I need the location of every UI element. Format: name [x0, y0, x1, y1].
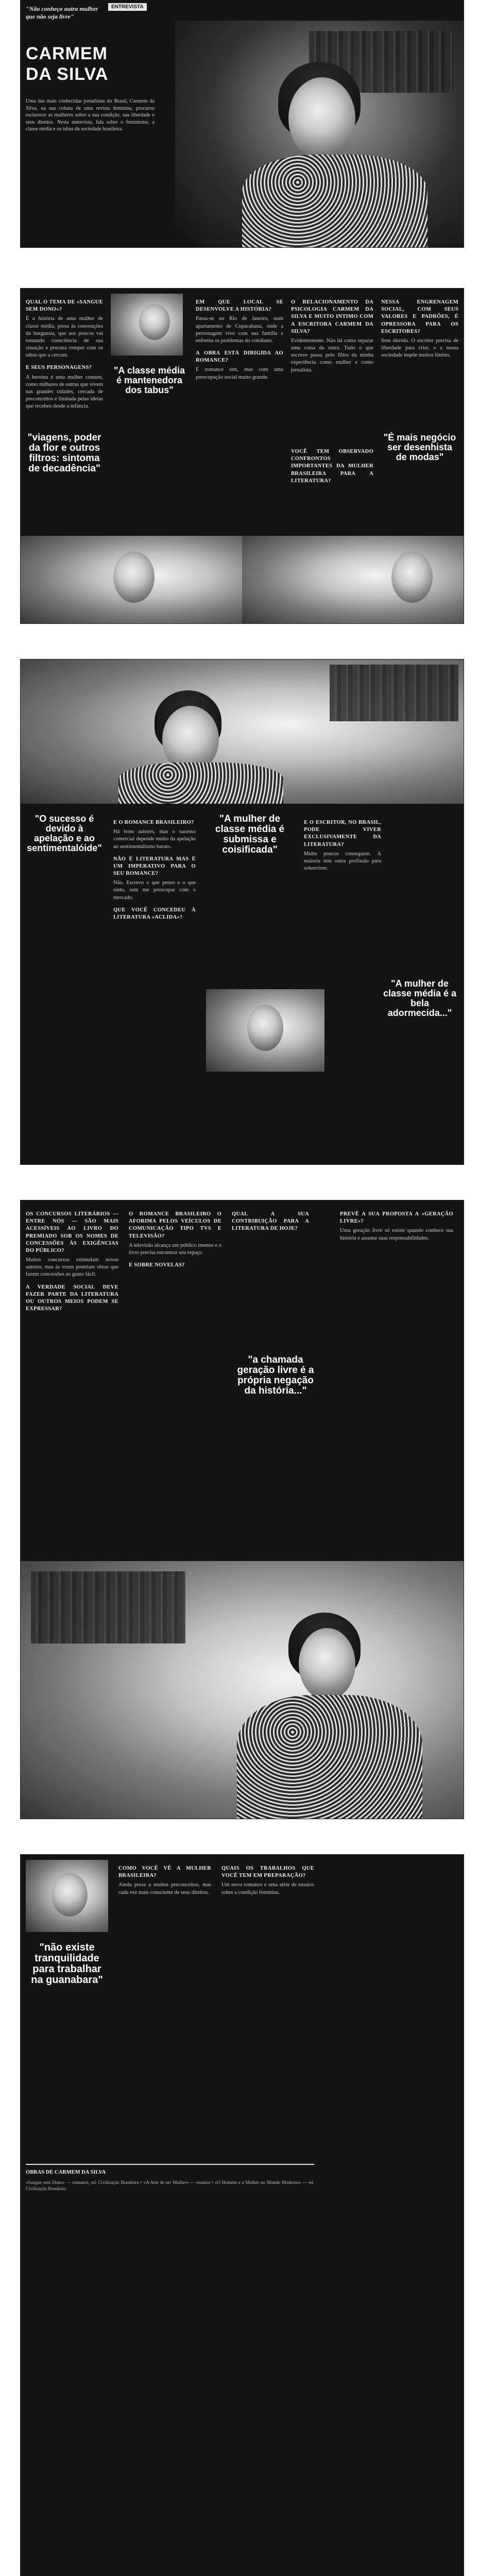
col-c	[291, 294, 373, 374]
pull-quote: "A mulher de classe média é submissa e coisificada"	[215, 814, 285, 855]
col-d	[340, 1206, 453, 1242]
question: A OBRA ESTÁ DIRIGIDA AO ROMANCE?	[196, 350, 283, 364]
answer: É a história de uma mulher de classe média, presa às convenções da burguesia, que aos poucos vai tomando consciência de sua situação e procura romper com os tabus que a cercam.	[26, 316, 103, 359]
answer: Passa-se no Rio de Janeiro, num apartamento de Copacabana, onde a personagem vive com sua família e enfrenta os problemas do cotidiano.	[196, 316, 283, 344]
portrait-face	[288, 77, 355, 160]
question: O ROMANCE BRASILEIRO O AFORIMA PELOS VEÍCULOS DE COMUNICAÇÃO TIPO TVS E TELEVISÃO?	[129, 1211, 221, 1239]
cover-kicker: "Não conheço outra mulher que não seja livre"	[26, 5, 98, 20]
pull-quote: "viagens, poder da flor e outros filtros: sintoma de decadência"	[27, 432, 101, 474]
bookshelf-image	[330, 665, 458, 721]
question: QUAIS OS TRABALHOS QUE VOCÊ TEM EM PREPARAÇÃO?	[221, 1866, 314, 1879]
question: E SEUS PERSONAGENS?	[26, 365, 92, 371]
question: VOCÊ TEM OBSERVADO CONFRONTOS IMPORTANTES DA MULHER BRASILEIRA PARA A LITERATURA?	[291, 449, 373, 484]
portrait-dress	[237, 1695, 422, 1819]
question: QUAL O TEMA DE «SANGUE SEM DONO»?	[26, 299, 103, 313]
section-badge: ENTREVISTA	[108, 3, 147, 11]
question: OS CONCURSOS LITERÁRIOS — ENTRE NÓS — SÃO MAIS ACESSÍVEIS AO LIVRO DO PREMIADO SOB OS NOMES DE CONCESSÕES ÀS EXIGÊNCIAS DO PÚBLICO?	[26, 1211, 118, 1253]
spread-interview-3	[21, 1200, 464, 1819]
pull-quote: "não existe tranquilidade para trabalhar na guanabara"	[31, 1942, 103, 1986]
answer: Um novo romance e uma série de ensaios sobre a condição feminina.	[221, 1882, 314, 1895]
portrait-face	[139, 304, 170, 340]
portrait-face	[52, 1873, 88, 1917]
col-c	[232, 1206, 309, 1235]
answer: A televisão alcança um público imenso e o livro precisa encontrar seu espaço.	[129, 1242, 221, 1256]
col-b	[304, 814, 381, 872]
answer: A heroína é uma mulher comum, como milhares de outras que vivem nas grandes cidades, cercada de preconceitos e limitada pelas ideias que recebeu desde a infância.	[26, 374, 103, 410]
cover-intro: Uma das mais conhecidas jornalistas do Brasil, Carmem da Silva, na sua coluna de uma revista feminina, procurou esclarecer as mulheres sobre a sua condição, sua liberdade e seus direitos. Nesta entrevista, fala sobre o feminismo, a classe média e os tabus da sociedade brasileira.	[26, 98, 155, 132]
question: E O ESCRITOR, NO BRASIL, PODE VIVER EXCLUSIVAMENTE DA LITERATURA?	[304, 820, 381, 848]
col-a	[113, 814, 196, 923]
answer: Muito poucos conseguem. A maioria tem outra profissão para sobreviver.	[304, 851, 381, 872]
question: NÃO É LITERATURA MAS É UM IMPERATIVO PARA O SEU ROMANCE?	[113, 856, 196, 877]
col-a	[118, 1860, 211, 1896]
answer: Uma geração livre só existe quando conhece sua história e assume suas responsabilidades.	[340, 1228, 453, 1241]
portrait-face	[247, 1005, 283, 1051]
spread-cover	[21, 0, 464, 247]
question: E O ROMANCE BRASILEIRO?	[113, 820, 194, 825]
portrait-dress	[242, 155, 427, 247]
col-a	[26, 294, 103, 410]
question: PREVÊ A SUA PROPOSTA A «GERAÇÃO LIVRE»?	[340, 1211, 453, 1225]
question: NESSA ENGRENAGEM SOCIAL, COM SEUS VALORES E PADRÕES, É OPRESSORA PARA OS ESCRITORES?	[381, 299, 458, 334]
question: E SOBRE NOVELAS?	[129, 1262, 185, 1268]
spread-interview-1	[21, 289, 464, 623]
portrait-face	[391, 551, 433, 603]
works-list: «Sangue sem Dono» — romance, ed. Civilização Brasileira • «A Arte de ser Mulher» — ensaios • «O Homem e a Mulher no Mundo Moderno» — ed. Civilização Brasileira	[26, 2180, 314, 2192]
bookshelf-image	[31, 1571, 185, 1643]
cover-title-line1: CARMEM	[26, 44, 108, 63]
portrait-face	[113, 551, 155, 603]
answer: Há bons autores, mas o sucesso comercial depende muito da apelação ao sentimentalismo barato.	[113, 829, 196, 850]
pull-quote: "A mulher de classe média é a bela adormecida..."	[383, 978, 457, 1018]
pull-quote: "O sucesso é devido à apelação e ao sentimentalóide"	[27, 814, 102, 853]
pull-quote: "É mais negócio ser desenhista de modas"	[383, 432, 456, 462]
col-a	[26, 1206, 118, 1315]
spread-interview-4	[21, 1855, 464, 2576]
answer: Muitos concursos estimulam novos autores, mas às vezes premiam obras que fazem concessões ao gosto fácil.	[26, 1257, 118, 1278]
question: EM QUE LOCAL SE DESENVOLVE A HISTÓRIA?	[196, 299, 283, 313]
portrait-face	[299, 1628, 355, 1700]
works-title: OBRAS DE CARMEM DA SILVA	[26, 2170, 106, 2175]
col-b	[221, 1860, 314, 1896]
question: QUAL A SUA CONTRIBUIÇÃO PARA A LITERATURA DE HOJE?	[232, 1211, 309, 1232]
answer: Ainda presa a muitos preconceitos, mas cada vez mais consciente de seus direitos.	[118, 1882, 211, 1895]
col-b	[196, 294, 283, 381]
question: QUE VOCÊ CONCEDEU À LITERATURA «ACLIDA»?	[113, 907, 196, 920]
portrait-dress	[118, 762, 283, 804]
col-b	[129, 1206, 221, 1271]
col-d	[381, 294, 458, 359]
footer-rule	[26, 2164, 314, 2165]
answer: Sem dúvida. O escritor precisa de liberdade para criar, e a nossa sociedade impõe muitos limites.	[381, 337, 458, 359]
cover-title-line2: DA SILVA	[26, 64, 109, 84]
spread-interview-2	[21, 659, 464, 1164]
question: A VERDADE SOCIAL DEVE FAZER PARTE DA LITERATURA OU OUTROS MEIOS PODEM SE EXPRESSAR?	[26, 1284, 118, 1312]
question: COMO VOCÊ VÊ A MULHER BRASILEIRA?	[118, 1866, 211, 1879]
col-e	[291, 443, 373, 487]
pull-quote: "a chamada geração livre é a própria negação da história..."	[237, 1354, 314, 1396]
answer: É romance sim, mas com uma preocupação social muito grande.	[196, 367, 283, 380]
question: O RELACIONAMENTO DA PSICOLOGIA CARMEM DA SILVA E MUITO INTIMO COM A ESCRITORA CARMEM DA SILVA?	[291, 299, 373, 334]
pull-quote: "A classe média é mantenedora dos tabus"	[114, 365, 185, 395]
answer: Não. Escrevo o que penso e o que sinto, sem me preocupar com o mercado.	[113, 880, 196, 901]
answer: Evidentemente. Não há como separar uma coisa da outra. Tudo o que escrevo passa pelo filtro da minha experiência como mulher e como jornalista.	[291, 337, 373, 373]
